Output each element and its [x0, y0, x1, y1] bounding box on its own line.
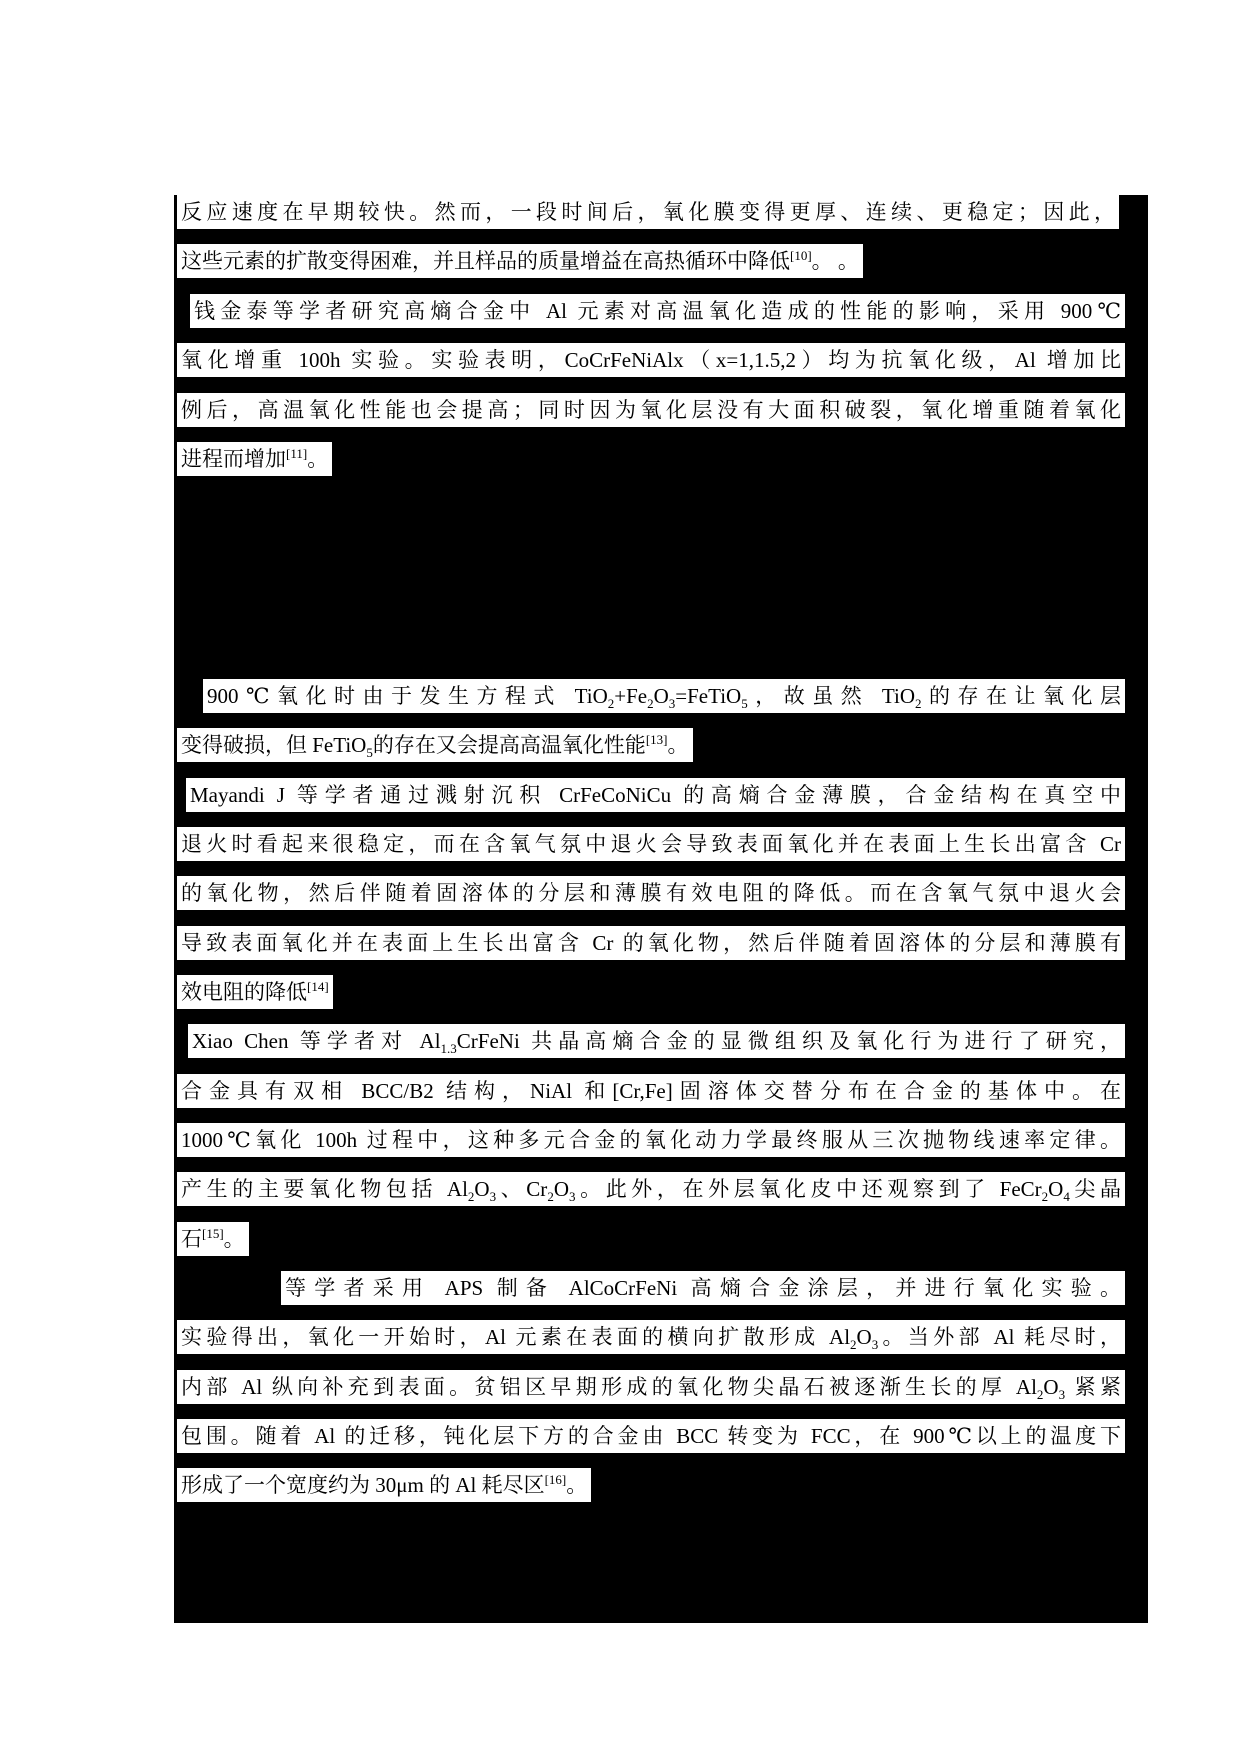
text-line: [281, 1271, 1125, 1305]
line-highlight: 变得破损，但 FeTiO$_5$的存在又会提高高温氧化性能[13]。: [177, 728, 693, 762]
redacted-content-block: [174, 195, 1148, 1623]
text-line: [177, 1074, 1125, 1108]
text-line: [190, 294, 1125, 328]
text-line: [177, 244, 863, 278]
line-highlight: 反应速度在早期较快。然而，一段时间后，氧化膜变得更厚、连续、更稳定；因此，: [177, 195, 1119, 229]
line-highlight: 包围。随着 Al 的迁移，钝化层下方的合金由 BCC 转变为 FCC，在 900℃以上的温度下: [177, 1419, 1125, 1453]
text-line: [177, 1172, 1125, 1206]
text-line: [177, 1222, 249, 1256]
line-highlight: 石[15]。: [177, 1222, 249, 1256]
line-highlight: 退火时看起来很稳定，而在含氧气氛中退火会导致表面氧化并在表面上生长出富含 Cr: [177, 827, 1125, 861]
line-highlight: 的氧化物，然后伴随着固溶体的分层和薄膜有效电阻的降低。而在含氧气氛中退火会: [177, 876, 1125, 910]
line-highlight: 这些元素的扩散变得困难，并且样品的质量增益在高热循环中降低[10]。 。: [177, 244, 863, 278]
text-line: [177, 442, 332, 476]
line-highlight: 导致表面氧化并在表面上生长出富含 Cr 的氧化物，然后伴随着固溶体的分层和薄膜有: [177, 926, 1125, 960]
line-highlight: 效电阻的降低[14]: [177, 975, 333, 1009]
text-line: [177, 195, 1119, 229]
text-line: [177, 1123, 1125, 1157]
text-line: [177, 343, 1125, 377]
line-highlight: 形成了一个宽度约为 30μm 的 Al 耗尽区[16]。: [177, 1468, 591, 1502]
text-line: [188, 1024, 1125, 1058]
line-highlight: 900℃氧化时由于发生方程式 $TiO_2+Fe_2O_3=FeTiO_5$，故虽然 TiO$_2$的存在让氧化层: [203, 679, 1125, 713]
text-line: [203, 679, 1125, 713]
text-line: [177, 975, 333, 1009]
line-highlight: 内部 Al 纵向补充到表面。贫铝区早期形成的氧化物尖晶石被逐渐生长的厚 $Al_2O_3$ 紧紧: [177, 1370, 1125, 1404]
line-highlight: 氧化增重 100h 实验。实验表明，CoCrFeNiAlx（x=1,1.5,2）均为抗氧化级，Al 增加比: [177, 343, 1125, 377]
line-highlight: 合金具有双相 BCC/B2 结构，NiAl 和[Cr,Fe]固溶体交替分布在合金的基体中。在: [177, 1074, 1125, 1108]
line-highlight: 实验得出，氧化一开始时，Al 元素在表面的横向扩散形成 $Al_2O_3$。当外部 Al 耗尽时，: [177, 1320, 1125, 1354]
line-highlight: 产生的主要氧化物包括 $Al_2O_3$、$Cr_2O_3$。此外，在外层氧化皮中还观察到了 $FeCr_2O_4$尖晶: [177, 1172, 1125, 1206]
line-highlight: 等学者采用 APS 制备 AlCoCrFeNi 高熵合金涂层，并进行氧化实验。: [281, 1271, 1125, 1305]
line-highlight: 进程而增加[11]。: [177, 442, 332, 476]
line-highlight: 钱金泰等学者研究高熵合金中 Al 元素对高温氧化造成的性能的影响，采用 900℃: [190, 294, 1125, 328]
text-line: [177, 876, 1125, 910]
text-line: [177, 393, 1125, 427]
text-line: [177, 926, 1125, 960]
line-highlight: 1000℃氧化 100h 过程中，这种多元合金的氧化动力学最终服从三次抛物线速率定律。: [177, 1123, 1125, 1157]
text-line: [177, 1468, 591, 1502]
text-line: [177, 1370, 1125, 1404]
text-line: [177, 827, 1125, 861]
text-line: [177, 1419, 1125, 1453]
line-highlight: Xiao Chen 等学者对 $Al_{1.3}CrFeNi$ 共晶高熵合金的显微组织及氧化行为进行了研究，: [188, 1024, 1125, 1058]
text-line: [177, 728, 693, 762]
line-highlight: 例后，高温氧化性能也会提高；同时因为氧化层没有大面积破裂，氧化增重随着氧化: [177, 393, 1125, 427]
text-line: [177, 1320, 1125, 1354]
text-line: [186, 778, 1125, 812]
line-highlight: Mayandi J 等学者通过溅射沉积 CrFeCoNiCu 的高熵合金薄膜，合金结构在真空中: [186, 778, 1125, 812]
